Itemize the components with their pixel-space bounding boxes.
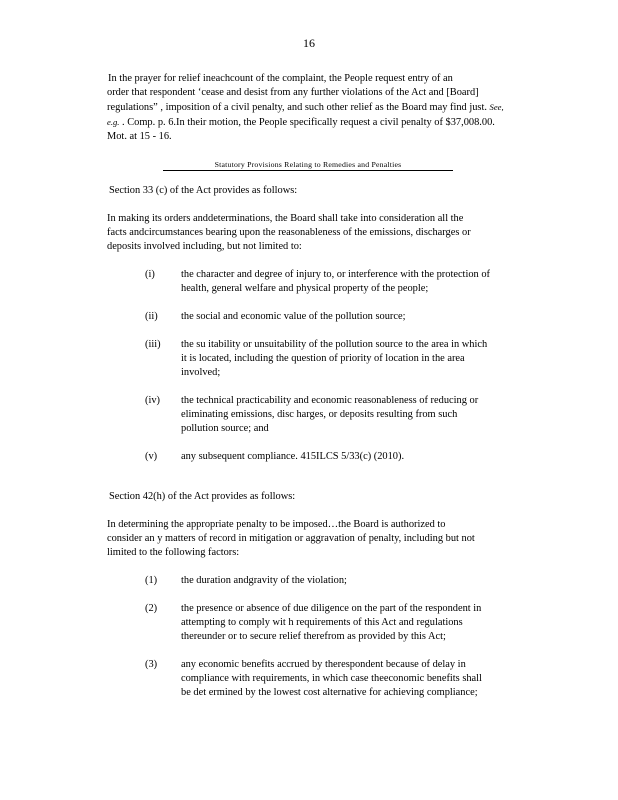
- text-line: involved;: [181, 367, 221, 378]
- factor-number: (3): [145, 659, 158, 670]
- text-line: the duration andgravity of the violation;: [181, 575, 347, 586]
- text-line: In determining the appropriate penalty to be imposed…the Board is authorized to: [107, 519, 446, 530]
- text-line: any economic benefits accrued by therespondent because of delay in: [181, 659, 466, 670]
- section-42h-intro: Section 42(h) of the Act provides as follows:: [109, 491, 296, 502]
- text-line: consider an y matters of record in mitigation or aggravation of penalty, including but not: [107, 533, 475, 544]
- factor-text: [181, 658, 541, 700]
- text-line: limited to the following factors:: [107, 547, 240, 558]
- section-33c-quote: [107, 212, 537, 254]
- section-42h-factor-list: [145, 574, 540, 734]
- text-line: attempting to comply wit h requirements of this Act and regulations: [181, 617, 463, 628]
- text-line: the character and degree of injury to, or interference with the protection of: [181, 269, 490, 280]
- text-line: Mot. at 15 - 16.: [107, 131, 172, 142]
- citation-signal: e.g.: [107, 117, 120, 127]
- text-line: [107, 115, 537, 130]
- section-33c-factor-list: [145, 268, 540, 468]
- text-line: the su itability or unsuitability of the pollution source to the area in which: [181, 339, 488, 350]
- section-heading: Statutory Provisions Relating to Remedies and Penalties: [163, 160, 453, 171]
- text-line: compliance with requirements, in which case theeconomic benefits shall: [181, 673, 482, 684]
- factor-text: [181, 310, 541, 324]
- text-line: it is located, including the question of priority of location in the area: [181, 353, 465, 364]
- text-span: regulations” , imposition of a civil penalty, and such other relief as the Board may find just.: [107, 102, 487, 113]
- factor-text: [181, 450, 541, 464]
- factor-number: (2): [145, 603, 158, 614]
- text-line: deposits involved including, but not limited to:: [107, 241, 302, 252]
- text-line: [107, 72, 537, 86]
- text-line: thereunder or to secure relief therefrom as provided by this Act;: [181, 631, 446, 642]
- section-33c-intro: Section 33 (c) of the Act provides as follows:: [109, 185, 298, 196]
- text-span: In the prayer for relief ineachcount of the complaint, the People request entry of an: [108, 73, 453, 84]
- factor-number: (i): [145, 269, 155, 280]
- text-line: order that respondent ‘cease and desist from any further violations of the Act and [Board]: [107, 87, 479, 98]
- factor-text: [181, 394, 541, 436]
- factor-text: [181, 574, 541, 588]
- citation-signal: See,: [489, 102, 504, 112]
- text-line: be det ermined by the lowest cost alternative for achieving compliance;: [181, 687, 478, 698]
- text-line: In making its orders anddeterminations, the Board shall take into consideration all the: [107, 213, 464, 224]
- text-line: the technical practicability and economic reasonableness of reducing or: [181, 395, 479, 406]
- text-line: any subsequent compliance. 415ILCS 5/33(c) (2010).: [181, 451, 405, 462]
- factor-text: [181, 338, 541, 380]
- factor-number: (v): [145, 451, 158, 462]
- text-line: facts andcircumstances bearing upon the reasonableness of the emissions, discharges or: [107, 227, 471, 238]
- section-42h-quote: [107, 518, 537, 560]
- factor-number: (ii): [145, 311, 158, 322]
- prayer-paragraph: [107, 72, 537, 144]
- text-line: health, general welfare and physical property of the people;: [181, 283, 429, 294]
- factor-number: (iii): [145, 339, 161, 350]
- text-line: the presence or absence of due diligence on the part of the respondent in: [181, 603, 482, 614]
- factor-text: [181, 602, 541, 644]
- page-number: 16: [303, 36, 315, 50]
- factor-number: (iv): [145, 395, 161, 406]
- text-line: the social and economic value of the pollution source;: [181, 311, 406, 322]
- text-line: eliminating emissions, disc harges, or deposits resulting from such: [181, 409, 458, 420]
- factor-text: [181, 268, 541, 296]
- text-line: pollution source; and: [181, 423, 269, 434]
- text-span: . Comp. p. 6.In their motion, the People specifically request a civil penalty of $37,008.00.: [122, 117, 495, 128]
- factor-number: (1): [145, 575, 158, 586]
- text-line: [107, 100, 537, 115]
